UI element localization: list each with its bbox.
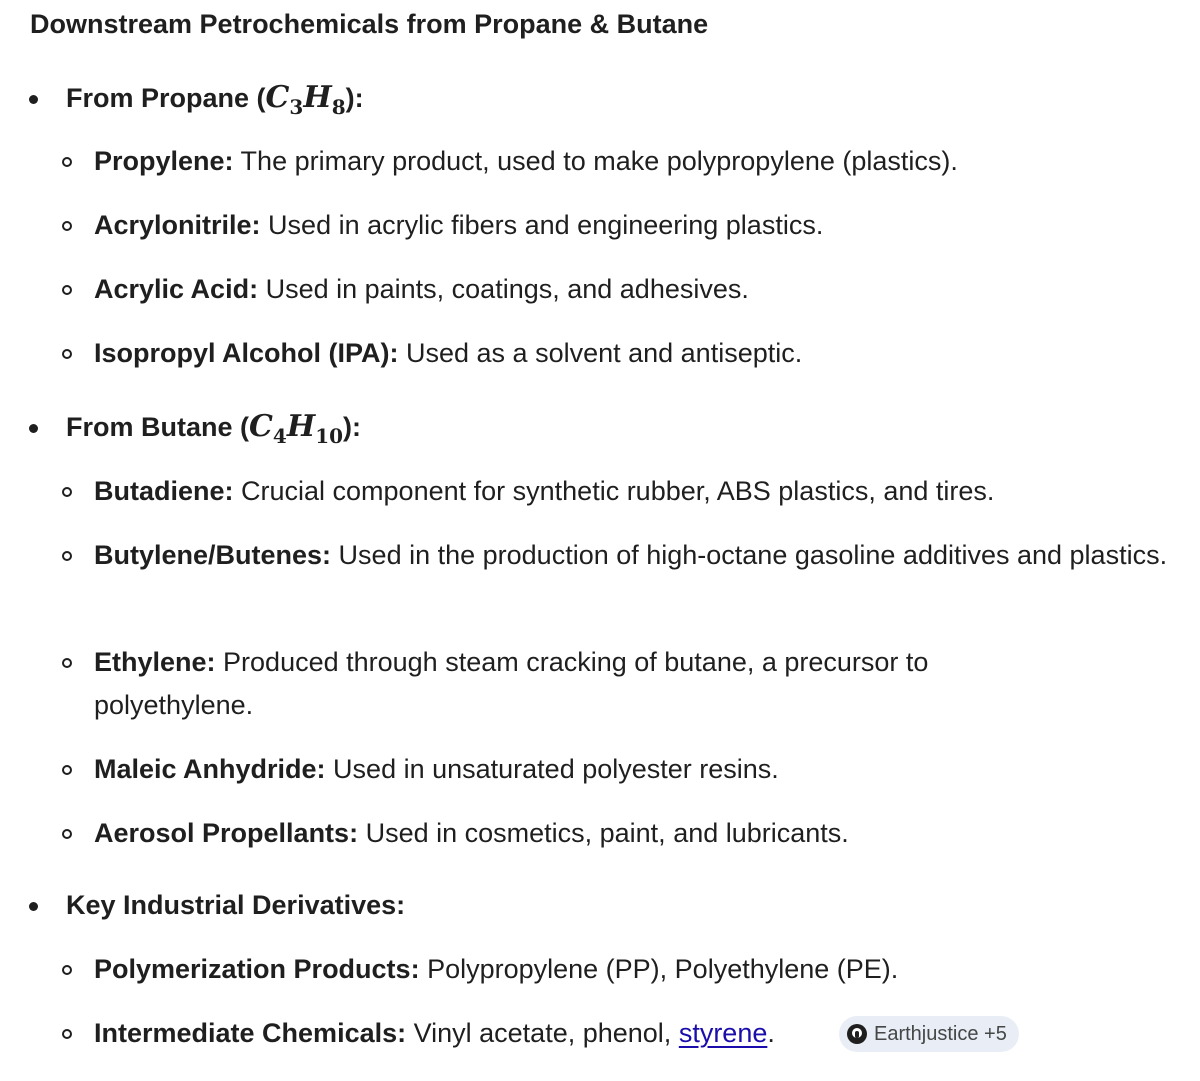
bullet-circle [62,551,72,561]
list-item: Ethylene: Produced through steam cracking of butane, a precursor to polyethylene. [94,647,929,720]
section-heading-suffix: ): [345,83,364,113]
bullet-circle [62,221,72,231]
bullet-circle [62,487,72,497]
butane-formula: $C_4H_{10}$ [249,409,344,448]
list-item: Acrylonitrile: Used in acrylic fibers and engineering plastics. [94,210,824,240]
styrene-link[interactable]: styrene [678,1018,768,1048]
section-heading-prefix: From Propane ( [66,83,266,113]
bullet-circle [62,349,72,359]
propane-formula: $C_3H_8$ [265,80,346,119]
list-item: Aerosol Propellants: Used in cosmetics, paint, and lubricants. [94,818,849,848]
section-heading-prefix: From Butane ( [66,412,250,442]
section-heading-butane [66,409,362,448]
section-heading-propane [66,80,364,119]
bullet-circle [62,157,72,167]
section-heading-derivatives: Key Industrial Derivatives: [66,890,406,920]
bullet-circle [62,285,72,295]
source-chip-label: Earthjustice +5 [874,1023,1007,1045]
bullet-circle [62,829,72,839]
list-item: Maleic Anhydride: Used in unsaturated polyester resins. [94,754,779,784]
section-heading-suffix: ): [343,412,362,442]
bullet-disc [29,424,38,433]
list-item: Propylene: The primary product, used to make polypropylene (plastics). [94,146,958,176]
bullet-circle [62,1029,72,1039]
source-chip[interactable] [839,1016,1019,1052]
list-item: Butadiene: Crucial component for synthetic rubber, ABS plastics, and tires. [94,476,995,506]
page-title: Downstream Petrochemicals from Propane & Butane [30,9,709,39]
list-item: Isopropyl Alcohol (IPA): Used as a solvent and antiseptic. [94,338,803,368]
bullet-circle [62,658,72,668]
list-item: Butylene/Butenes: Used in the production of high-octane gasoline additives and plastics. [94,540,1168,570]
list-item: Intermediate Chemicals: Vinyl acetate, phenol, styrene. [94,1018,775,1048]
bullet-circle [62,765,72,775]
earthjustice-logo-icon [847,1024,867,1044]
bullet-disc [29,902,38,911]
list-item: Polymerization Products: Polypropylene (PP), Polyethylene (PE). [94,954,899,984]
list-item: Acrylic Acid: Used in paints, coatings, and adhesives. [94,274,749,304]
bullet-disc [29,95,38,104]
bullet-circle [62,965,72,975]
